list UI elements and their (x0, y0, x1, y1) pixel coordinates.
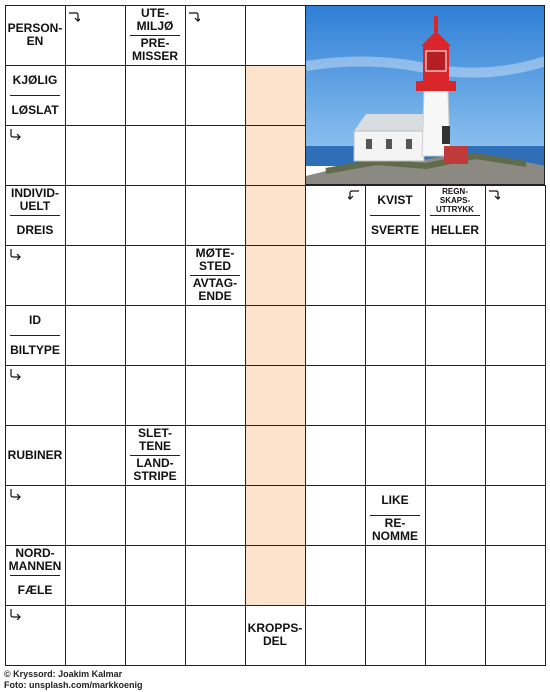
grid-cell[interactable] (65, 485, 126, 546)
grid-cell[interactable] (425, 305, 486, 366)
grid-cell[interactable] (305, 425, 366, 486)
grid-cell[interactable] (365, 305, 426, 366)
clue-kvist: KVIST (377, 192, 413, 207)
grid-cell[interactable] (245, 125, 306, 186)
grid-cell[interactable] (485, 245, 546, 306)
grid-cell[interactable] (185, 365, 246, 426)
grid-cell[interactable] (305, 245, 366, 306)
grid-cell[interactable] (485, 425, 546, 486)
grid-cell[interactable] (245, 185, 306, 246)
grid-cell[interactable] (65, 125, 126, 186)
grid-cell[interactable] (185, 545, 246, 606)
grid-cell[interactable] (305, 305, 366, 366)
grid-cell[interactable] (245, 305, 306, 366)
clue-sverte: SVERTE (370, 222, 419, 237)
grid-cell[interactable] (425, 245, 486, 306)
grid-cell[interactable] (125, 185, 186, 246)
grid-cell[interactable] (125, 545, 186, 606)
grid-cell[interactable] (185, 185, 246, 246)
grid-cell[interactable] (485, 605, 546, 666)
grid-cell[interactable] (425, 365, 486, 426)
grid-cell[interactable] (245, 365, 306, 426)
grid-cell[interactable] (185, 485, 246, 546)
grid-cell[interactable] (365, 365, 426, 426)
grid-cell[interactable] (485, 485, 546, 546)
clue-person-en: PERSON- EN (7, 21, 63, 48)
grid-cell[interactable] (245, 5, 306, 66)
arrow-down-right-icon (9, 248, 21, 260)
grid-cell[interactable] (245, 245, 306, 306)
clue-ute-miljo: UTE- MILJØ (136, 6, 174, 33)
grid-cell[interactable] (125, 65, 186, 126)
grid-cell[interactable] (185, 605, 246, 666)
grid-cell[interactable] (245, 545, 306, 606)
grid-cell[interactable] (185, 305, 246, 366)
clue-individuelt: INDIVID- UELT (11, 186, 59, 213)
clue-avtagende: AVTAG- ENDE (192, 276, 238, 303)
grid-cell[interactable] (65, 185, 126, 246)
grid-cell[interactable] (485, 545, 546, 606)
grid-cell[interactable] (305, 365, 366, 426)
grid-cell[interactable] (125, 365, 186, 426)
grid-cell[interactable] (425, 545, 486, 606)
grid-cell[interactable] (305, 605, 366, 666)
grid-cell[interactable] (365, 545, 426, 606)
grid-cell[interactable] (65, 305, 126, 366)
grid-cell[interactable] (185, 65, 246, 126)
credit-crossword: © Kryssord: Joakim Kalmar (4, 669, 123, 679)
clue-kjolig: KJØLIG (12, 72, 58, 87)
clue-id: ID (29, 312, 41, 327)
grid-cell[interactable] (125, 125, 186, 186)
grid-cell[interactable] (485, 305, 546, 366)
grid-cell[interactable] (65, 605, 126, 666)
grid-cell[interactable] (125, 245, 186, 306)
clue-biltype: BILTYPE (10, 342, 60, 357)
lighthouse-photo (305, 5, 545, 185)
arrow-down-right-icon (9, 488, 21, 500)
arrow-left-down-icon (348, 188, 360, 200)
grid-cell[interactable] (305, 545, 366, 606)
grid-cell[interactable] (365, 605, 426, 666)
clue-rubiner: RUBINER (7, 447, 63, 462)
grid-cell[interactable] (485, 365, 546, 426)
clue-faele: FÆLE (17, 582, 53, 597)
clue-kroppsdel: KROPPS- DEL (247, 621, 303, 648)
grid-cell[interactable] (65, 545, 126, 606)
grid-cell[interactable] (305, 485, 366, 546)
clue-motested: MØTE- STED (195, 246, 235, 273)
arrow-right-down-icon (188, 10, 200, 22)
grid-cell[interactable] (425, 425, 486, 486)
clue-dreis: DREIS (16, 222, 54, 237)
clue-landstripe: LAND- STRIPE (133, 456, 177, 483)
grid-cell[interactable] (425, 485, 486, 546)
clue-slettene: SLET- TENE (137, 426, 172, 453)
grid-cell[interactable] (245, 485, 306, 546)
grid-cell[interactable] (185, 125, 246, 186)
clue-pre-misser: PRE- MISSER (131, 36, 178, 63)
arrow-down-right-icon (9, 368, 21, 380)
clue-nordmannen: NORD- MANNEN (8, 546, 62, 573)
grid-cell[interactable] (65, 365, 126, 426)
clue-renomme: RE- NOMME (372, 516, 418, 543)
grid-cell[interactable] (65, 245, 126, 306)
grid-cell[interactable] (185, 425, 246, 486)
arrow-right-down-icon (68, 10, 80, 22)
clue-like: LIKE (381, 492, 409, 507)
grid-cell[interactable] (245, 65, 306, 126)
grid-cell[interactable] (125, 485, 186, 546)
grid-cell[interactable] (245, 425, 306, 486)
clue-heller: HELLER (431, 222, 479, 237)
credit-photo: Foto: unsplash.com/markkoenig (4, 680, 143, 690)
clue-loslat: LØSLAT (11, 102, 59, 117)
grid-cell[interactable] (125, 305, 186, 366)
grid-cell[interactable] (65, 425, 126, 486)
grid-cell[interactable] (365, 245, 426, 306)
grid-cell[interactable] (125, 605, 186, 666)
clue-regnskapsuttrykk: REGN- SKAPS- UTTRYKK (436, 186, 474, 214)
arrow-down-right-icon (9, 608, 21, 620)
arrow-down-right-icon (9, 128, 21, 140)
grid-cell[interactable] (425, 605, 486, 666)
grid-cell[interactable] (65, 65, 126, 126)
arrow-right-down-icon (488, 188, 500, 200)
grid-cell[interactable] (365, 425, 426, 486)
